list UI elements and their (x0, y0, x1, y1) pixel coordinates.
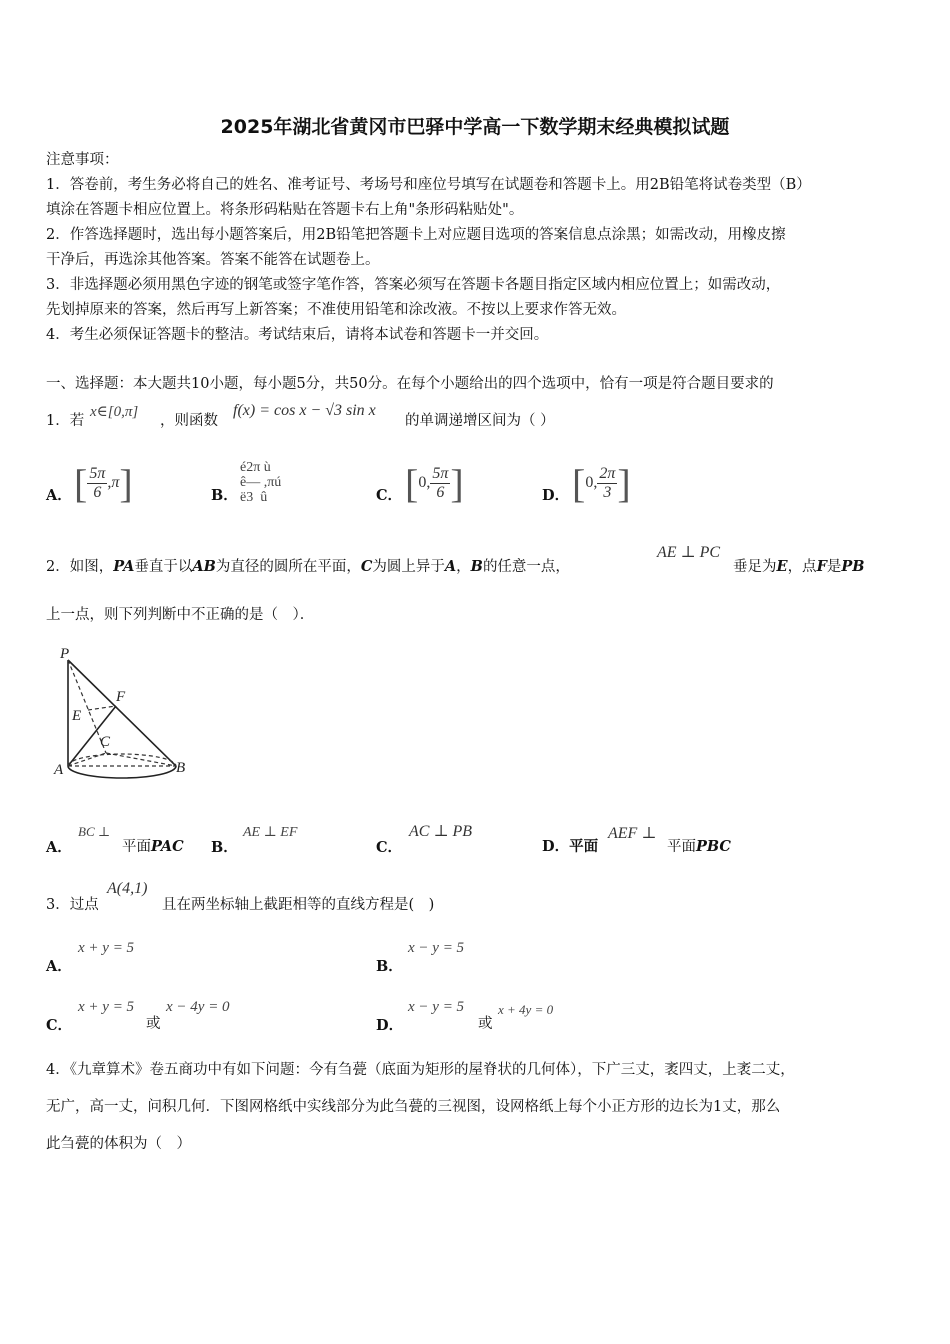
label-b: B (176, 760, 186, 776)
label-c: C (100, 734, 111, 750)
base-circle-front (68, 766, 176, 778)
notice-line: 先划掉原来的答案，然后再写上新答案；不准使用铅笔和涂改液。不按以上要求作答无效。 (46, 302, 626, 318)
q2-option-b-label: B． (211, 839, 238, 856)
plane-word: 平面 (667, 839, 696, 855)
label-e: E (72, 708, 82, 724)
math-var: PB (841, 558, 865, 575)
q1-function: f(x) = cos x − √3 sin x (233, 402, 376, 419)
q3-option-c-or: 或 (146, 1016, 161, 1032)
q3-text: 且在两坐标轴上截距相等的直线方程是( ) (162, 897, 435, 913)
q2-figure (50, 640, 210, 785)
q4-line: 4．《九章算术》卷五商功中有如下问题：今有刍甍（底面为矩形的屋脊状的几何体），下广三丈，袤四丈，上袤二丈， (46, 1062, 795, 1078)
section-heading: 一、选择题：本大题共10小题，每小题5分，共50分。在每个小题给出的四个选项中，恰有一项是符合题目要求的 (46, 376, 774, 392)
fraction-numerator: 2π (599, 465, 616, 482)
math-var: AB (192, 558, 216, 575)
q1-condition: x∈[0,π] (90, 404, 139, 420)
q4-line: 此刍甍的体积为（ ） (46, 1136, 191, 1152)
q2-option-c-label: C． (376, 839, 403, 856)
q2-fragment: 的任意一点， (482, 559, 570, 575)
interval-head: 0, (585, 474, 598, 492)
q3-option-b: x − y = 5 (408, 940, 465, 956)
q2-fragment: 是 (826, 559, 842, 575)
q3-option-b-label: B． (376, 958, 403, 975)
segment-ef (88, 706, 116, 710)
q3-option-d-eq1: x − y = 5 (408, 999, 465, 1015)
q3-option-d-or: 或 (478, 1016, 493, 1032)
q3-option-d-label: D． (376, 1017, 404, 1034)
q2-option-b-math: AE ⊥ EF (243, 825, 298, 840)
q3-point: A(4,1) (107, 880, 148, 897)
q2-fragment: 垂足为 (733, 559, 777, 575)
math-var: A (444, 558, 457, 575)
q2-fragment: ， (456, 559, 471, 575)
q3-number: 3．过点 (46, 897, 99, 913)
math-var: B (470, 558, 483, 575)
q3-option-a-label: A． (46, 958, 72, 975)
math-var: F (816, 558, 827, 575)
q2-option-d-text (667, 834, 731, 860)
q2-option-a-text (122, 834, 184, 860)
q1-option-c: [0, $\frac{5\pi}{6}$ ] (405, 461, 464, 506)
plane-word: 平面 (122, 839, 151, 855)
plane-name: PBC (696, 838, 731, 855)
fraction-numerator: 5π (432, 465, 449, 482)
q2-option-a-math: BC ⊥ (78, 824, 111, 839)
q4-line: 无广，高一丈，问积几何．下图网格纸中实线部分为此刍甍的三视图，设网格纸上每个小正方形的边长为1丈，那么 (46, 1099, 781, 1115)
math-var: PA (113, 558, 135, 575)
q1-option-a: [ $\frac{5\pi}{6}$ ,π] (74, 461, 133, 506)
label-f: F (116, 689, 126, 705)
q3-option-a: x + y = 5 (78, 940, 135, 956)
q3-option-d-eq2: x + 4y = 0 (498, 1002, 554, 1017)
q3-option-c-eq2: x − 4y = 0 (166, 999, 230, 1015)
q1-text: ，则函数 (160, 413, 218, 429)
q2-option-a-label: A． (46, 839, 72, 856)
q1-option-b: é2π ù ê— ,πú ë3 û (240, 460, 282, 505)
q1-option-c-label: C． (376, 487, 403, 504)
segment-pb (68, 660, 176, 766)
label-a: A (54, 762, 64, 778)
notice-line: 4．考生必须保证答题卡的整洁。考试结束后，请将本试卷和答题卡一并交回。 (46, 327, 549, 343)
q2-condition: AE ⊥ PC (657, 544, 721, 561)
q2-text-tail (733, 554, 865, 580)
label-p: P (60, 646, 70, 662)
q3-option-c-eq1: x + y = 5 (78, 999, 135, 1015)
fraction-numerator: 5π (89, 465, 106, 482)
interval-head: 0, (418, 474, 431, 492)
q2-option-c-math: AC ⊥ PB (409, 823, 473, 840)
q1-option-b-label: B． (211, 487, 238, 504)
math-var: E (776, 558, 788, 575)
notice-line: 3．非选择题必须用黑色字迹的钢笔或签字笔作答，答案必须写在答题卡各题目指定区域内相应位置上；如需改动， (46, 277, 781, 293)
page-title: 2025年湖北省黄冈市巴驿中学高一下数学期末经典模拟试题 (220, 116, 730, 138)
q2-fragment: 为圆上异于 (372, 559, 445, 575)
fraction-denominator: 3 (603, 484, 612, 501)
q2-option-d-math: AEF ⊥ (608, 825, 657, 842)
notice-heading: 注意事项： (46, 152, 119, 168)
q2-option-d-label: D．平面 (542, 838, 599, 855)
math-var: C (360, 558, 373, 575)
notice-line: 填涂在答题卡相应位置上。将条形码粘贴在答题卡右上角"条形码粘贴处"。 (46, 202, 524, 218)
interval-tail: ,π (107, 474, 120, 492)
q2-fragment: 垂直于以 (134, 559, 193, 575)
q1-option-d: [0, $\frac{2\pi}{3}$ ] (572, 461, 631, 506)
notice-line: 2．作答选择题时，选出每小题答案后，用2B铅笔把答题卡上对应题目选项的答案信息点涂黑；如需改动，用橡皮擦 (46, 227, 786, 243)
q2-number: 2．如图， (46, 559, 114, 575)
q2-text-line2: 上一点，则下列判断中不正确的是（ ）． (46, 607, 315, 623)
notice-line: 干净后，再选涂其他答案。答案不能答在试题卷上。 (46, 252, 380, 268)
q1-text: 的单调递增区间为（ ） (405, 413, 555, 429)
fraction-denominator: 6 (93, 484, 102, 501)
notice-line: 1．答卷前，考生务必将自己的姓名、准考证号、考场号和座位号填写在试题卷和答题卡上。用2B铅笔将试卷类型（B） (46, 177, 811, 193)
q2-fragment: 为直径的圆所在平面， (215, 559, 361, 575)
q3-option-c-label: C． (46, 1017, 73, 1034)
plane-name: PAC (151, 838, 184, 855)
q2-fragment: ，点 (787, 559, 817, 575)
q1-option-a-label: A． (46, 487, 72, 504)
q1-number: 1．若 (46, 413, 85, 429)
fraction-denominator: 6 (436, 484, 445, 501)
q1-option-d-label: D． (542, 487, 570, 504)
q2-text (46, 554, 570, 580)
